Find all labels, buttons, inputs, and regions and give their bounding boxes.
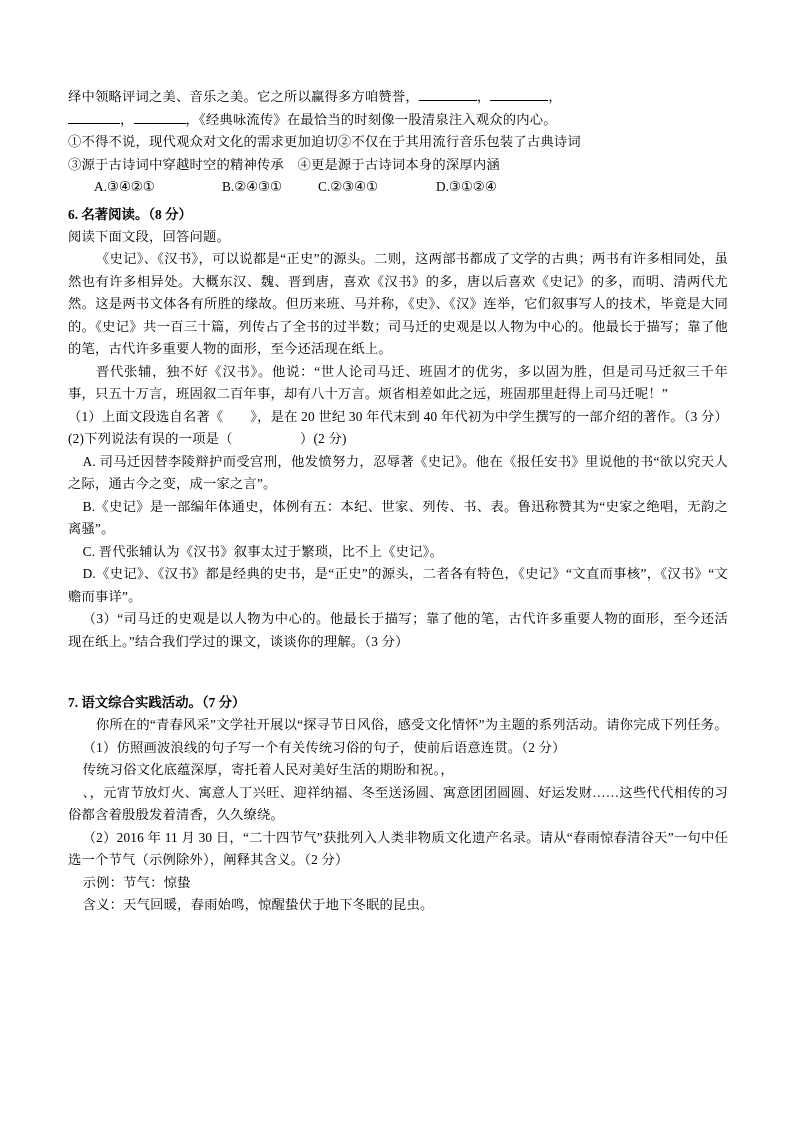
section-7-q1-line-2: 、，元宵节放灯火、寓意人丁兴旺、迎祥纳福、冬至送汤圆、寓意团团圆圆、好运发财……这些代代相传的习俗都含着殷殷发着清香，久久缭绕。	[68, 784, 728, 822]
section-7-question-1: （1）仿照画波浪线的句子写一个有关传统习俗的句子，使前后语意连贯。（2 分）	[82, 739, 566, 755]
section-6-title: 6. 名著阅读。（8 分）	[68, 206, 192, 222]
top-choices-row	[68, 176, 728, 199]
section-6-question-1: （1）上面文段选自名著《 》，是在 20 世纪 30 年代末到 40 年代初为中学生撰写的一部介绍的著作。（3 分）	[68, 408, 729, 424]
top-passage-text-1: 绎中领略评词之美、音乐之美。它之所以赢得多方咱赞誉，	[68, 89, 419, 104]
section-6-question-2: (2)下列说法有误的一项是（ ）(2 分)	[68, 431, 347, 446]
section-7-title: 7. 语文综合实践活动。（7 分）	[68, 695, 246, 710]
fill-blank	[490, 88, 548, 101]
choice-c[interactable]: C.②③④①	[318, 179, 378, 194]
section-6-option-d[interactable]: D.《史记》、《汉书》都是经典的史书，是“正史”的源头，二者各有特色，《史记》“文直而事核”，《汉书》“文赡而事详”。	[68, 566, 728, 604]
choice-b[interactable]: B.②④③①	[222, 179, 282, 194]
section-6-option-b[interactable]: B.《史记》是一部编年体通史，体例有五：本纪、世家、列传、书、表。鲁迅称赞其为“史家之绝唱，无韵之离骚”。	[68, 498, 728, 536]
fill-blank	[68, 111, 120, 124]
top-passage-text-2: ，《经典咏流传》在最恰当的时刻像一股清泉注入观众的内心。	[185, 111, 557, 127]
comma-1: ，	[476, 89, 491, 104]
fill-blank	[419, 88, 477, 101]
section-6-instruction: 阅读下面文段，回答问题。	[68, 228, 230, 244]
section-6-paragraph-1: 《史记》、《汉书》，可以说都是“正史”的源头。二则，这两部书都成了文学的古典；两书有许多相同处，虽然也有许多相异处。大概东汉、魏、晋到唐，喜欢《汉书》的多，唐以后喜欢《史记》的多，而明、清两代尤然。这是两书文体各有所胜的缘故。但历来班、马并称，《史》、《汉》连举，它们叙事写人的技术，毕竟是大同的。《史记》共一百三十篇，列传占了全书的过半数；司马迁的史观是以人物为中心的。他最长于描写；靠了他的笔，古代许多重要人物的面形，至今还活现在纸上。	[68, 251, 728, 356]
top-passage-line-3: ①不得不说，现代观众对文化的需求更加迫切②不仅在于其用流行音乐包装了古典诗词	[68, 134, 581, 149]
section-7-q1-line-1: 传统习俗文化底蕴深厚，寄托着人民对美好生活的期盼和祝。，	[82, 762, 454, 777]
section-spacer	[68, 653, 728, 687]
comma-2: ，	[548, 89, 562, 104]
choice-d[interactable]: D.③①②④	[436, 179, 497, 194]
section-7-question-2: （2）2016 年 11 月 30 日，“二十四节气”获批列入人类非物质文化遗产名录。请从“春雨惊春清谷天”一句中任选一个节气（示例除外），阐释其含义。（2 分）	[68, 829, 728, 867]
document-content	[68, 86, 728, 917]
top-passage-line-1	[68, 86, 728, 109]
top-passage-line-4: ③源于古诗词中穿越时空的精神传承 ④更是源于古诗词本身的深厚内涵	[68, 156, 500, 172]
section-6-paragraph-2: 晋代张辅，独不好《汉书》。他说：“世人论司马迁、班固才的优劣，多以固为胜，但是司马迁叙三千年事，只五十万言，班固叙二百年事，却有八十万言。烦省相差如此之远，班固那里赶得上司马迁呢！”	[68, 363, 728, 401]
section-6-option-c[interactable]: C. 晋代张辅认为《汉书》叙事太过于繁琐，比不上《史记》。	[82, 543, 444, 559]
section-6-question-3: （3）“司马迁的史观是以人物为中心的。他最长于描写；靠了他的笔，古代许多重要人物的面形，至今还活现在纸上。”结合我们学过的课文，谈谈你的理解。（3 分）	[68, 611, 728, 649]
choice-a[interactable]: A.③④②①	[94, 179, 155, 194]
section-6-option-a[interactable]: A. 司马迁因替李陵辩护而受宫刑，他发愤努力，忍辱著《史记》。他在《报任安书》里说他的书“欲以究天人之际，通古今之变，成一家之言”。	[68, 453, 728, 491]
comma-3: ，	[120, 111, 134, 127]
section-7-example-label: 示例：节气：惊蛰	[82, 874, 191, 890]
fill-blank	[134, 111, 186, 124]
top-passage-line-2	[68, 109, 728, 132]
section-7-intro: 你所在的“青春风采”文学社开展以“探寻节日风俗，感受文化情怀”为主题的系列活动。请你完成下列任务。	[95, 717, 728, 732]
section-7-example-meaning: 含义：天气回暖，春雨始鸣，惊醒蛰伏于地下冬眠的昆虫。	[82, 897, 434, 912]
